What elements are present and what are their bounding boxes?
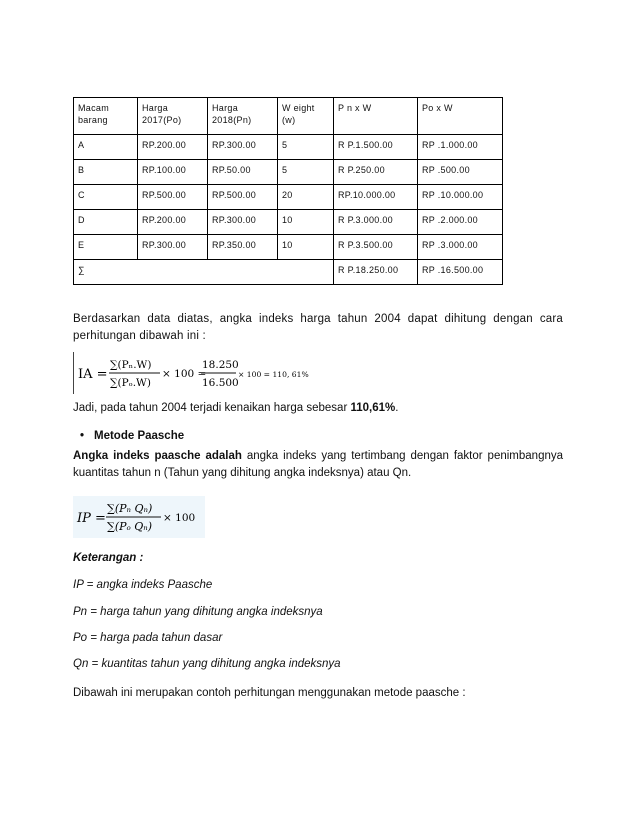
keterangan-item: IP = angka indeks Paasche — [73, 579, 213, 591]
header-cell: Macam barang — [74, 98, 138, 135]
bullet-metode-paasche: • Metode Paasche — [80, 430, 185, 442]
formula-denominator: ∑(Pₒ.W) — [110, 377, 151, 389]
keterangan-item: Qn = kuantitas tahun yang dihitung angka indeksnya — [73, 658, 341, 670]
table-cell: RP .1.000.00 — [418, 135, 503, 160]
table-cell: R P.3.500.00 — [334, 235, 418, 260]
paasche-formula-image — [73, 496, 205, 538]
table-cell: RP .10.000.00 — [418, 185, 503, 210]
formula-num-value: 18.250 — [202, 359, 239, 371]
definition-term: Angka indeks paasche adalah — [73, 450, 242, 462]
header-cell: W eight (w) — [278, 98, 334, 135]
table-cell: RP.500.00 — [138, 185, 208, 210]
table-cell: C — [74, 185, 138, 210]
table-cell: R P.3.000.00 — [334, 210, 418, 235]
table-cell: 20 — [278, 185, 334, 210]
formula2-times-100: × 100 — [163, 512, 196, 524]
keterangan-heading: Keterangan : — [73, 552, 144, 564]
table-cell: RP.350.00 — [208, 235, 278, 260]
price-index-table — [73, 97, 503, 285]
table-cell: R P.1.500.00 — [334, 135, 418, 160]
formula-svg — [74, 352, 309, 394]
table-cell: RP.50.00 — [208, 160, 278, 185]
conclusion-text: Jadi, pada tahun 2004 terjadi kenaikan harga sebesar 110,61%. — [73, 402, 399, 414]
table-row — [74, 135, 503, 160]
table-cell: E — [74, 235, 138, 260]
formula-result: × 100 = 110, 61% — [238, 370, 309, 379]
formula2-svg — [73, 496, 205, 538]
table-header-row — [74, 98, 503, 135]
table-total-row — [74, 260, 503, 285]
table-cell: RP.100.00 — [138, 160, 208, 185]
table-cell: 5 — [278, 160, 334, 185]
table-cell: RP .3.000.00 — [418, 235, 503, 260]
table-cell: RP.200.00 — [138, 135, 208, 160]
table-cell: RP.500.00 — [208, 185, 278, 210]
total-sigma-cell: ∑ — [74, 260, 334, 285]
formula-times-100: × 100 = — [162, 368, 207, 380]
table-cell: 5 — [278, 135, 334, 160]
table-row — [74, 210, 503, 235]
laspeyres-formula-image — [73, 352, 309, 394]
formula2-lhs: IP = — [77, 511, 106, 526]
formula-den-value: 16.500 — [202, 377, 239, 389]
table-cell: D — [74, 210, 138, 235]
formula-lhs: IA = — [78, 367, 108, 382]
total-pow-cell: RP .16.500.00 — [418, 260, 503, 285]
formula2-numerator: ∑(Pₙ Qₙ) — [107, 502, 153, 515]
formula2-denominator: ∑(Pₒ Qₙ) — [107, 520, 153, 533]
formula-numerator: ∑(Pₙ.W) — [110, 359, 152, 371]
table-cell: RP .2.000.00 — [418, 210, 503, 235]
table-cell: RP.300.00 — [208, 135, 278, 160]
table-cell: RP .500.00 — [418, 160, 503, 185]
header-cell: Harga 2017(Po) — [138, 98, 208, 135]
header-cell: P n x W — [334, 98, 418, 135]
table-cell: RP.300.00 — [138, 235, 208, 260]
table-cell: B — [74, 160, 138, 185]
closing-text: Dibawah ini merupakan contoh perhitungan menggunakan metode paasche : — [73, 687, 466, 699]
bullet-icon: • — [80, 430, 85, 442]
conclusion-value: 110,61% — [350, 402, 396, 414]
table-cell: RP.300.00 — [208, 210, 278, 235]
table-cell: RP.200.00 — [138, 210, 208, 235]
table-cell: RP.10.000.00 — [334, 185, 418, 210]
keterangan-item: Pn = harga tahun yang dihitung angka indeksnya — [73, 606, 323, 618]
header-cell: Po x W — [418, 98, 503, 135]
paragraph-intro: Berdasarkan data diatas, angka indeks harga tahun 2004 dapat dihitung dengan cara perhitungan dibawah ini : — [73, 313, 563, 342]
table-cell: 10 — [278, 235, 334, 260]
table-cell: R P.250.00 — [334, 160, 418, 185]
table-row — [74, 235, 503, 260]
table-cell: A — [74, 135, 138, 160]
table-row — [74, 185, 503, 210]
paragraph-paasche-definition: Angka indeks paasche adalah angka indeks yang tertimbang dengan faktor penimbangnya kuantitas tahun n (Tahun yang dihitung angka indeksnya) atau Qn. — [73, 450, 564, 479]
header-cell: Harga 2018(Pn) — [208, 98, 278, 135]
table-row — [74, 160, 503, 185]
keterangan-item: Po = harga pada tahun dasar — [73, 632, 223, 644]
table-cell: 10 — [278, 210, 334, 235]
total-pnw-cell: R P.18.250.00 — [334, 260, 418, 285]
